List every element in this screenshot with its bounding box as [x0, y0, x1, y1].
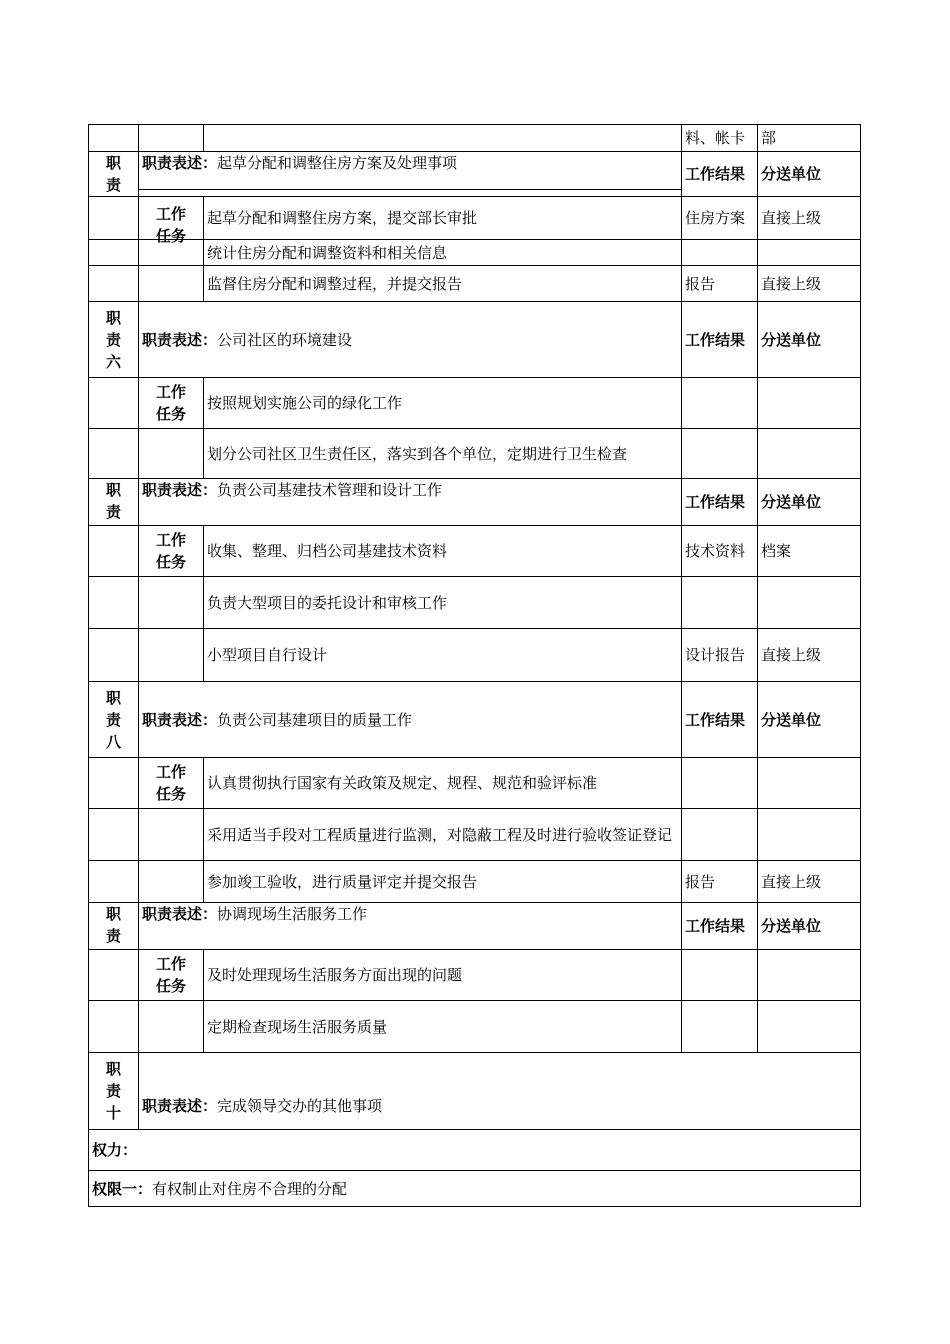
duty-header-row	[89, 1053, 861, 1130]
result-cell	[682, 240, 758, 266]
result-cell	[682, 429, 758, 479]
duty-header-row	[89, 903, 861, 950]
task-text: 定期检查现场生活服务质量	[204, 1001, 682, 1053]
duty-header-row	[89, 682, 861, 758]
task-label: 工作 任务	[139, 758, 204, 809]
result-cell	[682, 758, 758, 809]
result-cell	[682, 950, 758, 1001]
unit-cell: 直接上级	[758, 266, 861, 302]
table-row	[89, 758, 861, 809]
task-text: 小型项目自行设计	[204, 629, 682, 682]
unit-cell	[758, 240, 861, 266]
result-cell: 设计报告	[682, 629, 758, 682]
task-text: 参加竣工验收，进行质量评定并提交报告	[204, 861, 682, 903]
duty-label: 职 责	[89, 903, 139, 950]
duty-desc: 职责表述：负责公司基建项目的质量工作	[139, 682, 682, 758]
unit-cell: 直接上级	[758, 197, 861, 240]
task-label: 工作 任务	[139, 378, 204, 429]
unit-cell	[758, 429, 861, 479]
task-label: 工作 任务	[139, 950, 204, 1001]
task-text: 采用适当手段对工程质量进行监测，对隐蔽工程及时进行验收签证登记	[204, 809, 682, 861]
task-text: 划分公司社区卫生责任区，落实到各个单位，定期进行卫生检查	[204, 429, 682, 479]
unit-cell: 档案	[758, 526, 861, 577]
duty-desc: 职责表述：完成领导交办的其他事项	[139, 1053, 861, 1130]
duty-label: 职 责	[89, 479, 139, 526]
result-header: 工作结果	[682, 903, 758, 950]
table-row	[89, 950, 861, 1001]
result-cell: 技术资料	[682, 526, 758, 577]
unit-header: 分送单位	[758, 302, 861, 378]
unit-cell	[758, 1001, 861, 1053]
unit-header: 分送单位	[758, 903, 861, 950]
duty-table	[88, 124, 861, 1207]
table-row	[89, 526, 861, 577]
power-title: 权力：	[89, 1130, 861, 1171]
duty-label: 职 责	[89, 152, 139, 197]
result-cell: 报告	[682, 861, 758, 903]
unit-cell	[758, 378, 861, 429]
result-cell: 住房方案	[682, 197, 758, 240]
duty-desc: 职责表述：负责公司基建技术管理和设计工作	[139, 479, 682, 526]
task-text: 按照规划实施公司的绿化工作	[204, 378, 682, 429]
task-text: 认真贯彻执行国家有关政策及规定、规程、规范和验评标准	[204, 758, 682, 809]
result-cell	[682, 577, 758, 629]
table-row	[89, 629, 861, 682]
task-text: 及时处理现场生活服务方面出现的问题	[204, 950, 682, 1001]
unit-header: 分送单位	[758, 682, 861, 758]
unit-cell: 直接上级	[758, 629, 861, 682]
task-text: 统计住房分配和调整资料和相关信息	[204, 240, 682, 266]
unit-cell	[758, 758, 861, 809]
duty-label: 职 责 十	[89, 1053, 139, 1130]
result-header: 工作结果	[682, 479, 758, 526]
table-row	[89, 429, 861, 479]
duty-table-frame	[88, 124, 860, 1207]
duty-header-row	[89, 479, 861, 526]
duty-label: 职 责 六	[89, 302, 139, 378]
result-cell: 报告	[682, 266, 758, 302]
task-label: 工作 任务	[139, 526, 204, 577]
duty-label: 职 责 八	[89, 682, 139, 758]
table-row	[89, 125, 861, 152]
table-row	[89, 1001, 861, 1053]
power-item: 权限一：有权制止对住房不合理的分配	[89, 1171, 861, 1207]
unit-header: 分送单位	[758, 479, 861, 526]
unit-cell	[758, 950, 861, 1001]
duty-desc: 职责表述：起草分配和调整住房方案及处理事项	[139, 152, 682, 190]
table-row	[89, 809, 861, 861]
task-text: 起草分配和调整住房方案，提交部长审批	[204, 197, 682, 240]
unit-header: 分送单位	[758, 152, 861, 197]
power-item-row	[89, 1171, 861, 1207]
unit-cell	[758, 809, 861, 861]
table-row	[89, 378, 861, 429]
result-header: 工作结果	[682, 682, 758, 758]
duty-desc: 职责表述：公司社区的环境建设	[139, 302, 682, 378]
duty-desc: 职责表述：协调现场生活服务工作	[139, 903, 682, 950]
duty-header-row	[89, 302, 861, 378]
result-cell	[682, 1001, 758, 1053]
table-row	[89, 197, 861, 240]
unit-cell: 直接上级	[758, 861, 861, 903]
table-row	[89, 240, 861, 266]
task-text: 收集、整理、归档公司基建技术资料	[204, 526, 682, 577]
result-cell: 料、帐卡	[682, 125, 758, 152]
task-label: 工作 任务	[139, 197, 204, 240]
task-text: 负责大型项目的委托设计和审核工作	[204, 577, 682, 629]
duty-header-row	[89, 152, 861, 190]
result-header: 工作结果	[682, 302, 758, 378]
result-cell	[682, 378, 758, 429]
power-title-row	[89, 1130, 861, 1171]
task-text: 监督住房分配和调整过程，并提交报告	[204, 266, 682, 302]
unit-cell: 部	[758, 125, 861, 152]
result-header: 工作结果	[682, 152, 758, 197]
table-row	[89, 266, 861, 302]
table-row	[89, 861, 861, 903]
result-cell	[682, 809, 758, 861]
table-row	[89, 577, 861, 629]
unit-cell	[758, 577, 861, 629]
